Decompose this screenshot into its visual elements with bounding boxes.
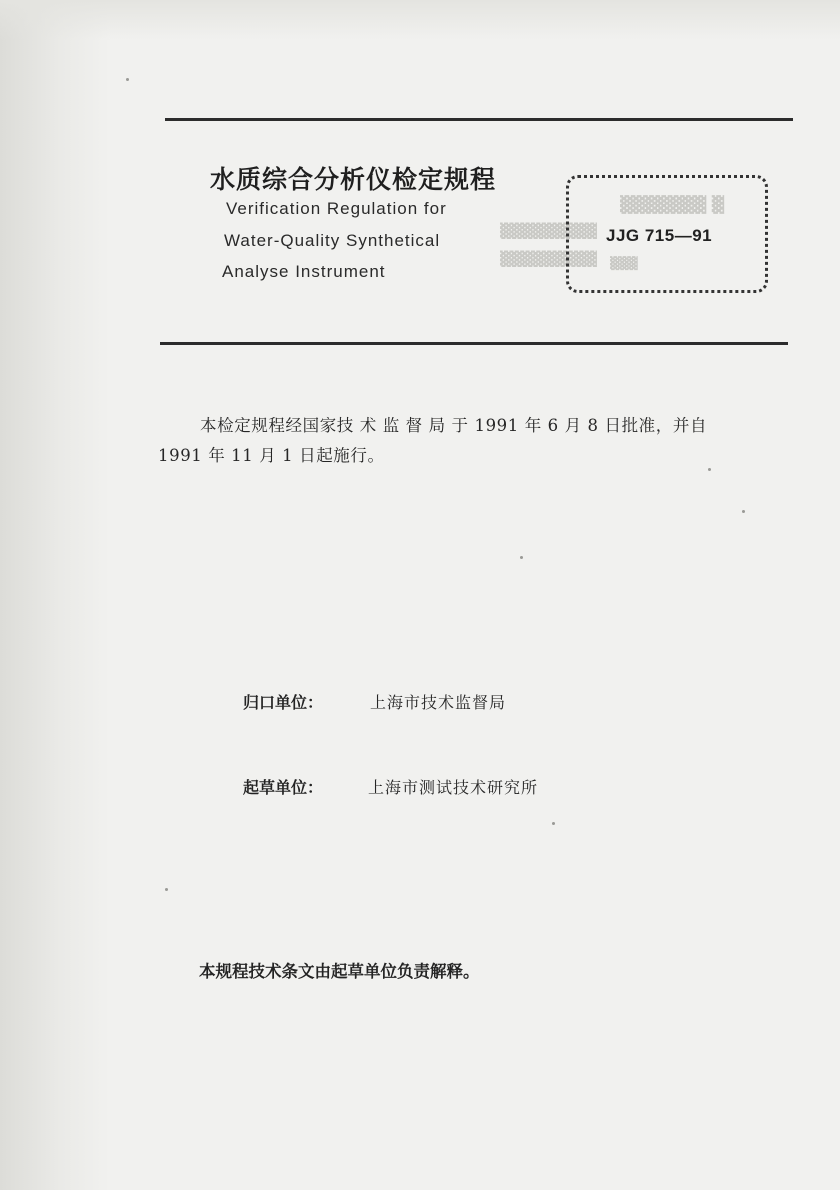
header-rule-bottom bbox=[160, 342, 788, 345]
drafting-unit-value: 上海市测试技术研究所 bbox=[368, 778, 539, 797]
scan-speck bbox=[742, 510, 745, 513]
scan-shadow-top bbox=[0, 0, 840, 40]
bleed-through-mark: ▓▓▓▓▓▓▓▓▓ bbox=[500, 250, 597, 266]
bleed-through-mark: ▓▓▓▓▓▓▓▓▓ bbox=[500, 222, 597, 238]
scan-shadow-left bbox=[0, 0, 110, 1190]
bleed-through-mark: ▓▓▓ bbox=[610, 256, 638, 270]
scan-speck bbox=[126, 78, 129, 81]
scan-speck bbox=[520, 556, 523, 559]
bleed-through-mark: ▓▓▓▓▓▓▓ ▓ bbox=[620, 195, 725, 214]
scan-speck bbox=[708, 468, 711, 471]
responsible-unit-label: 归口单位： bbox=[243, 693, 324, 712]
header-rule-top bbox=[165, 118, 793, 121]
scan-speck bbox=[165, 888, 168, 891]
interpretation-note: 本规程技术条文由起草单位负责解释。 bbox=[199, 962, 480, 981]
scan-speck bbox=[552, 822, 555, 825]
title-english-line-1: Verification Regulation for bbox=[226, 199, 447, 218]
title-english-line-2: Water-Quality Synthetical bbox=[224, 231, 441, 250]
approval-text-line-1: 本检定规程经国家技 术 监 督 局 于 1991 年 6 月 8 日批准，并自 bbox=[200, 416, 708, 435]
approval-text-line-2: 1991 年 11 月 1 日起施行。 bbox=[158, 446, 385, 465]
title-english-line-3: Analyse Instrument bbox=[222, 262, 386, 281]
responsible-unit-value: 上海市技术监督局 bbox=[370, 693, 507, 712]
title-chinese: 水质综合分析仪检定规程 bbox=[210, 165, 497, 194]
regulation-code: JJG 715—91 bbox=[606, 226, 713, 245]
drafting-unit-label: 起草单位： bbox=[243, 778, 324, 797]
